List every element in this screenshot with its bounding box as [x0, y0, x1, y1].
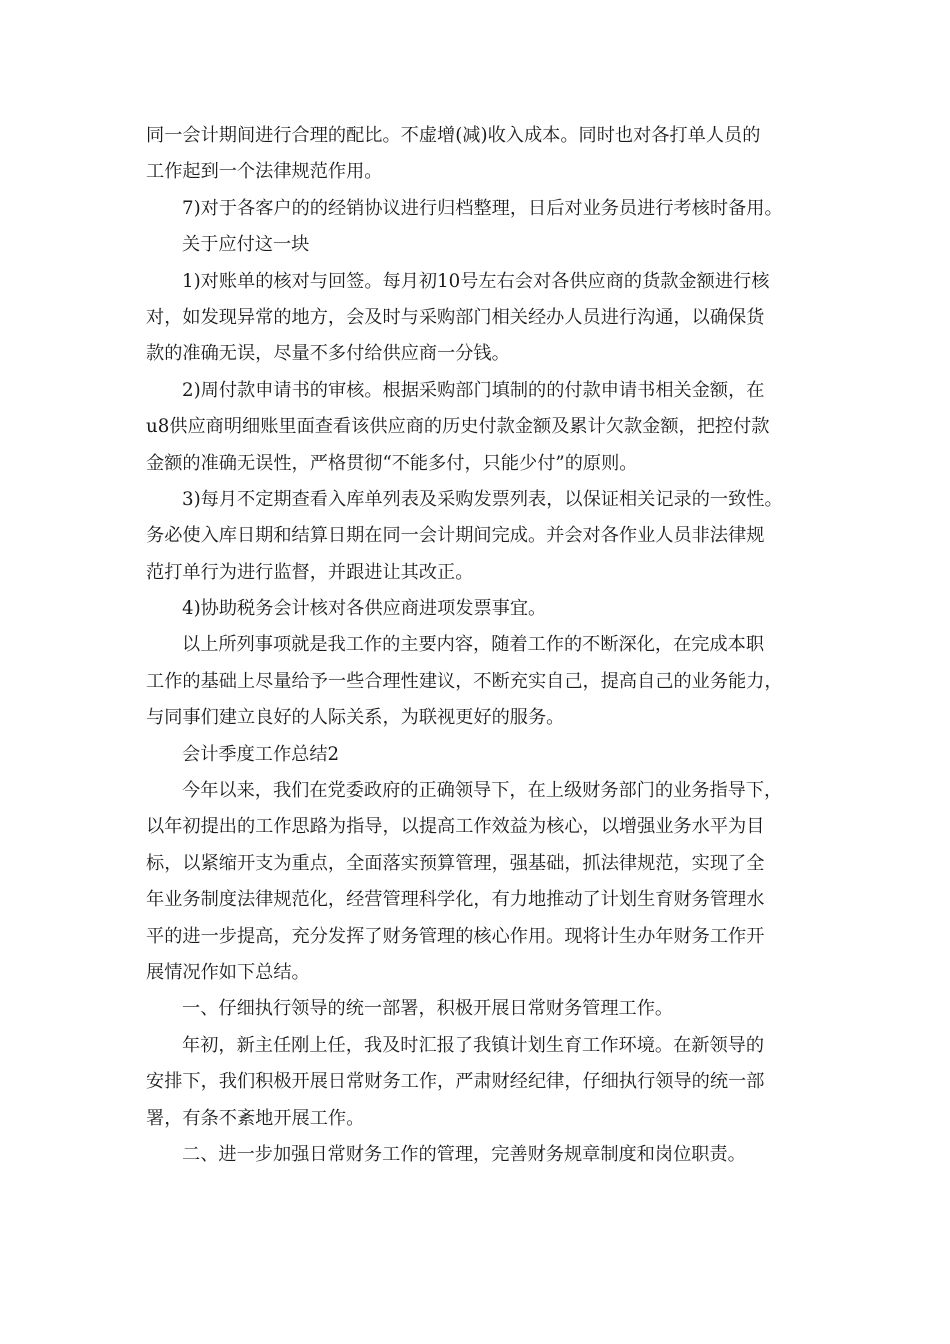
- document-body: [146, 118, 810, 1173]
- text-line: 安排下，我们积极开展日常财务工作，严肃财经纪律，仔细执行领导的统一部: [146, 1071, 765, 1093]
- section-heading: 关于应付这一块: [182, 234, 310, 256]
- text-line: 年业务制度法律规范化，经营管理科学化，有力地推动了计划生育财务管理水: [146, 889, 765, 911]
- text-line: 年初，新主任刚上任，我及时汇报了我镇计划生育工作环境。在新领导的: [182, 1034, 765, 1056]
- text-line: 以上所列事项就是我工作的主要内容，随着工作的不断深化，在完成本职: [182, 634, 765, 656]
- text-line: u8供应商明细账里面查看该供应商的历史付款金额及累计欠款金额，把控付款: [146, 416, 770, 438]
- text-line: 标，以紧缩开支为重点，全面落实预算管理，强基础，抓法律规范，实现了全: [146, 852, 765, 874]
- text-line: 务必使入库日期和结算日期在同一会计期间完成。并会对各作业人员非法律规: [146, 525, 765, 547]
- text-line: 同一会计期间进行合理的配比。不虚增(减)收入成本。同时也对各打单人员的: [146, 125, 761, 146]
- text-line: 展情况作如下总结。: [146, 961, 310, 983]
- text-line: 2)周付款申请书的审核。根据采购部门填制的的付款申请书相关金额，在: [182, 379, 765, 401]
- section-heading: 会计季度工作总结2: [182, 743, 340, 765]
- text-line: 范打单行为进行监督，并跟进让其改正。: [146, 561, 474, 583]
- text-line: 1)对账单的核对与回签。每月初10号左右会对各供应商的货款金额进行核: [182, 270, 770, 292]
- text-line: 今年以来，我们在党委政府的正确领导下，在上级财务部门的业务指导下，: [182, 780, 783, 802]
- text-line: 对，如发现异常的地方，会及时与采购部门相关经办人员进行沟通，以确保货: [146, 306, 765, 328]
- text-line: 一、仔细执行领导的统一部署，积极开展日常财务管理工作。: [182, 998, 674, 1020]
- text-line: 4)协助税务会计核对各供应商进项发票事宜。: [182, 598, 547, 620]
- text-line: 3)每月不定期查看入库单列表及采购发票列表，以保证相关记录的一致性。: [182, 488, 783, 510]
- text-line: 署，有条不紊地开展工作。: [146, 1107, 365, 1129]
- text-line: 7)对于各客户的的经销协议进行归档整理，日后对业务员进行考核时备用。: [182, 197, 783, 219]
- text-line: 以年初提出的工作思路为指导，以提高工作效益为核心，以增强业务水平为目: [146, 816, 765, 838]
- text-line: 平的进一步提高，充分发挥了财务管理的核心作用。现将计生办年财务工作开: [146, 925, 765, 947]
- text-line: 工作起到一个法律规范作用。: [146, 161, 383, 183]
- text-line: 款的准确无误，尽量不多付给供应商一分钱。: [146, 343, 510, 365]
- text-line: 工作的基础上尽量给予一些合理性建议，不断充实自己，提高自己的业务能力，: [146, 670, 783, 692]
- text-line: 金额的准确无误性，严格贯彻“不能多付，只能少付”的原则。: [146, 452, 638, 474]
- text-line: 二、进一步加强日常财务工作的管理，完善财务规章制度和岗位职责。: [182, 1143, 746, 1165]
- text-line: 与同事们建立良好的人际关系，为联视更好的服务。: [146, 707, 565, 729]
